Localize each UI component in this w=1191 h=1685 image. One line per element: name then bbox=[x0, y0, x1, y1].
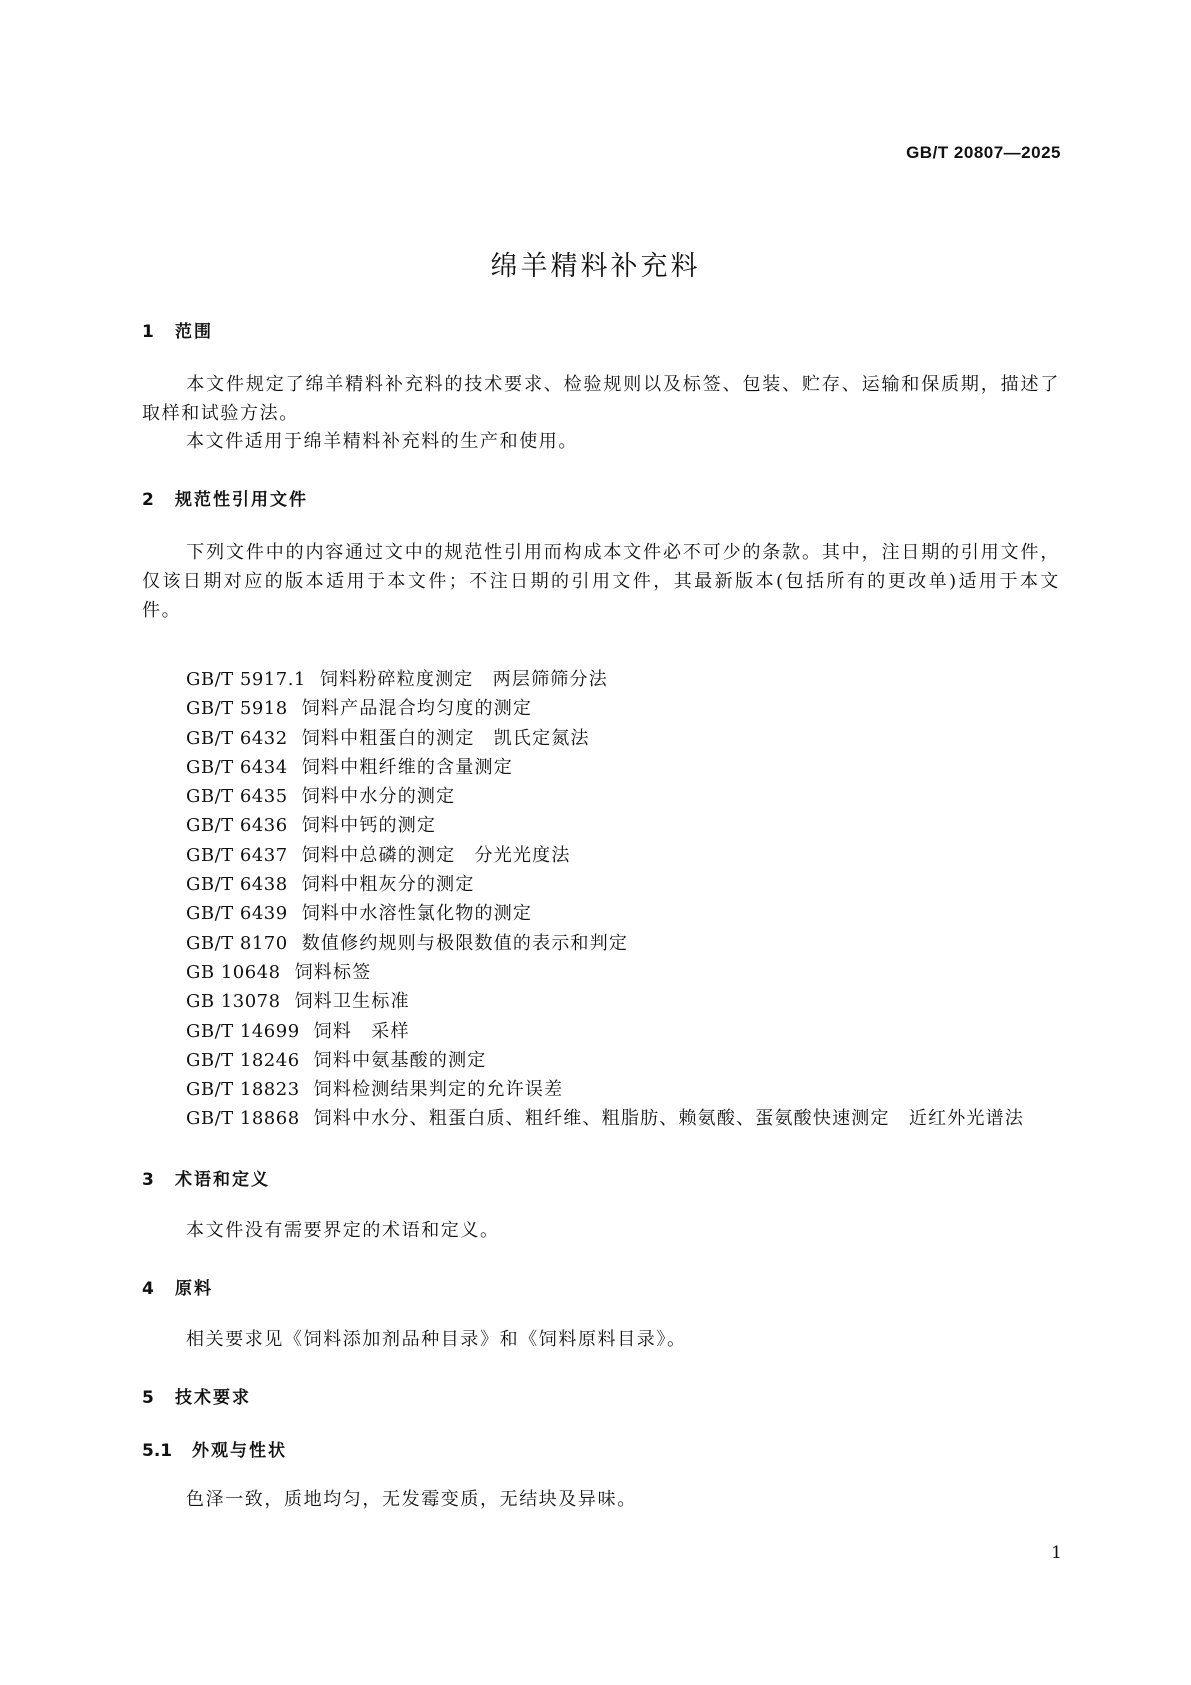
section-4-heading bbox=[142, 1274, 213, 1299]
reference-item: GB/T 18823 饲料检测结果判定的允许误差 bbox=[186, 1079, 564, 1101]
reference-item: GB/T 5917.1 饲料粉碎粒度测定 两层筛筛分法 bbox=[186, 669, 608, 690]
reference-item: GB/T 18868 饲料中水分、粗蛋白质、粗纤维、粗脂肪、赖氨酸、蛋氨酸快速测定 近红外光谱法 bbox=[186, 1108, 1025, 1130]
section-number: 4 bbox=[142, 1279, 154, 1299]
section-number: 5.1 bbox=[142, 1441, 173, 1461]
reference-item: GB/T 6438 饲料中粗灰分的测定 bbox=[186, 874, 475, 896]
normative-references-list bbox=[186, 665, 1024, 1134]
section-1-paragraph-1: 本文件规定了绵羊精料补充料的技术要求、检验规则以及标签、包装、贮存、运输和保质期，描述了取样和试验方法。 bbox=[142, 374, 1060, 424]
reference-item: GB/T 14699 饲料 采样 bbox=[186, 1020, 410, 1042]
reference-item: GB/T 6439 饲料中水溶性氯化物的测定 bbox=[186, 903, 533, 925]
section-number: 3 bbox=[142, 1170, 154, 1190]
section-2-paragraph-1: 下列文件中的内容通过文中的规范性引用而构成本文件必不可少的条款。其中，注日期的引用文件，仅该日期对应的版本适用于本文件；不注日期的引用文件，其最新版本(包括所有的更改单)适用于本文件。 bbox=[142, 542, 1060, 621]
reference-item: GB/T 6435 饲料中水分的测定 bbox=[186, 786, 456, 808]
section-3-heading bbox=[142, 1165, 270, 1190]
section-number: 2 bbox=[142, 490, 154, 510]
section-3-paragraph-1: 本文件没有需要界定的术语和定义。 bbox=[186, 1220, 500, 1241]
section-4-paragraph-1: 相关要求见《饲料添加剂品种目录》和《饲料原料目录》。 bbox=[186, 1329, 687, 1350]
reference-item: GB/T 6434 饲料中粗纤维的含量测定 bbox=[186, 756, 513, 778]
section-1-paragraph-2: 本文件适用于绵羊精料补充料的生产和使用。 bbox=[186, 431, 578, 452]
section-5-1-paragraph-1: 色泽一致，质地均匀，无发霉变质，无结块及异味。 bbox=[186, 1489, 637, 1510]
section-5-heading bbox=[142, 1383, 251, 1408]
section-title: 规范性引用文件 bbox=[175, 490, 308, 510]
reference-item: GB/T 18246 饲料中氨基酸的测定 bbox=[186, 1049, 487, 1071]
section-2-heading bbox=[142, 485, 308, 510]
section-title: 原料 bbox=[175, 1279, 213, 1299]
section-title: 术语和定义 bbox=[175, 1170, 270, 1190]
section-title: 范围 bbox=[175, 322, 213, 342]
section-title: 技术要求 bbox=[175, 1388, 251, 1408]
section-5-1-heading bbox=[142, 1436, 287, 1461]
reference-item: GB/T 6437 饲料中总磷的测定 分光光度法 bbox=[186, 844, 571, 866]
section-number: 5 bbox=[142, 1388, 154, 1408]
reference-item: GB/T 5918 饲料产品混合均匀度的测定 bbox=[186, 698, 533, 720]
reference-item: GB/T 6436 饲料中钙的测定 bbox=[186, 815, 437, 837]
section-title: 外观与性状 bbox=[192, 1441, 287, 1461]
document-title: 绵羊精料补充料 bbox=[490, 251, 701, 282]
page-number: 1 bbox=[1051, 1543, 1062, 1563]
section-number: 1 bbox=[142, 322, 154, 342]
reference-item: GB/T 8170 数值修约规则与极限数值的表示和判定 bbox=[186, 932, 629, 954]
reference-item: GB 10648 饲料标签 bbox=[186, 961, 372, 983]
reference-item: GB 13078 饲料卫生标准 bbox=[186, 991, 410, 1013]
reference-item: GB/T 6432 饲料中粗蛋白的测定 凯氏定氮法 bbox=[186, 727, 590, 749]
standard-number: GB/T 20807—2025 bbox=[906, 143, 1061, 162]
section-1-heading bbox=[142, 317, 213, 342]
